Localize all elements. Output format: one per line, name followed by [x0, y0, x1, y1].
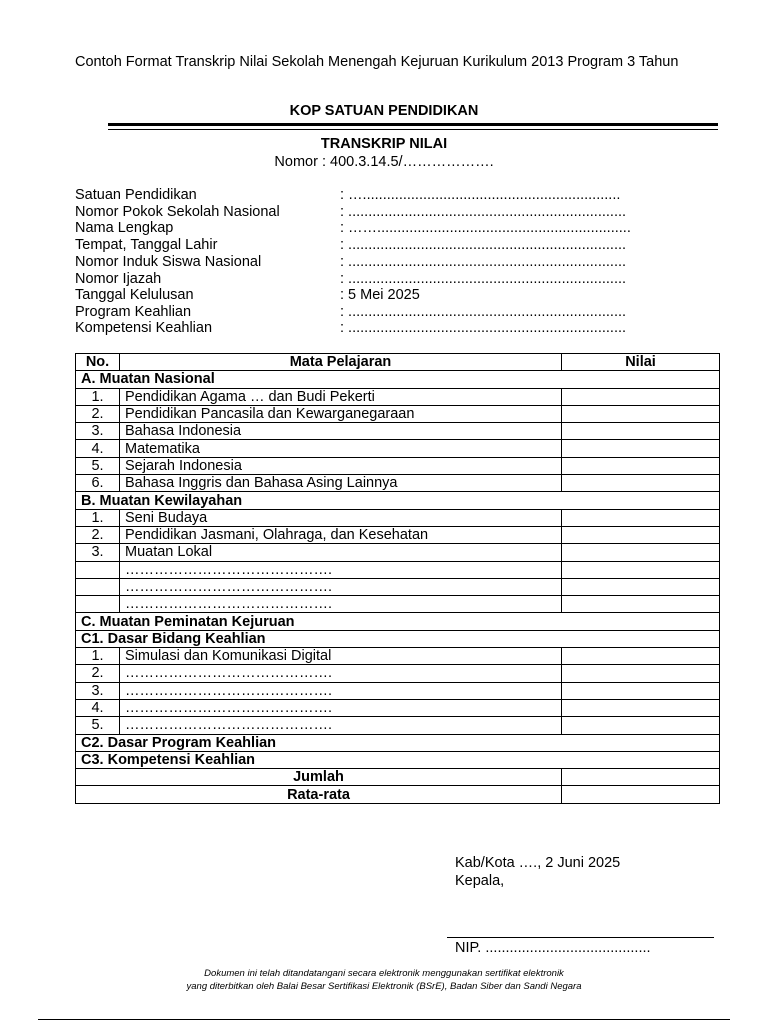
col-header-no: No.: [76, 354, 120, 371]
footnote-line-1: Dokumen ini telah ditandatangani secara elektronik menggunakan sertifikat elektronik: [204, 968, 564, 979]
subject-name: …………………………………….: [120, 682, 562, 699]
average-row: [76, 786, 720, 803]
row-number: 2.: [76, 665, 120, 682]
average-value-cell: [562, 786, 720, 803]
grade-cell: [562, 682, 720, 699]
field-label: Nomor Induk Siswa Nasional: [75, 254, 262, 270]
subject-name: …………………………………….: [120, 717, 562, 734]
footnote-line-2: yang diterbitkan oleh Balai Besar Sertifikasi Elektronik (BSrE), Badan Siber dan Sandi Negara: [186, 981, 582, 992]
subject-name: …………………………………….: [120, 665, 562, 682]
grade-cell: [562, 509, 720, 526]
table-row: [76, 526, 720, 543]
row-number: 6.: [76, 475, 120, 492]
transcript-title: TRANSKRIP NILAI: [320, 136, 448, 152]
signature-nip: NIP. .........................................: [455, 940, 651, 956]
grade-cell: [562, 405, 720, 422]
row-number: 4.: [76, 699, 120, 716]
field-value: : …................................................................: [340, 187, 621, 203]
section-row: [76, 371, 720, 388]
field-value: : .....................................................................: [340, 237, 627, 253]
field-value: : .....................................................................: [340, 271, 627, 287]
field-label: Tanggal Kelulusan: [75, 287, 194, 303]
section-row: [76, 734, 720, 751]
grade-cell: [562, 526, 720, 543]
row-number: 5.: [76, 717, 120, 734]
subject-name: Bahasa Indonesia: [120, 423, 562, 440]
table-row: [76, 682, 720, 699]
subject-name: …………………………………….: [120, 578, 562, 595]
grade-cell: [562, 457, 720, 474]
field-satuan-pendidikan: [75, 187, 620, 204]
subject-name: …………………………………….: [120, 561, 562, 578]
kop-satuan-pendidikan: KOP SATUAN PENDIDIKAN: [289, 103, 479, 119]
section-row: [76, 613, 720, 630]
grade-cell: [562, 578, 720, 595]
grade-cell: [562, 596, 720, 613]
field-label: Nama Lengkap: [75, 220, 174, 236]
table-row: [76, 717, 720, 734]
row-number: 1.: [76, 509, 120, 526]
row-number: 3.: [76, 682, 120, 699]
average-label: Rata-rata: [76, 786, 562, 803]
field-nama-lengkap: [75, 220, 631, 237]
row-number: 4.: [76, 440, 120, 457]
field-tempat-tanggal-lahir: [75, 237, 626, 254]
table-row: [76, 457, 720, 474]
header-rule-thin: [108, 129, 718, 130]
section-row: [76, 630, 720, 647]
subject-name: Pendidikan Pancasila dan Kewarganegaraan: [120, 405, 562, 422]
section-dasar-bidang-keahlian: C1. Dasar Bidang Keahlian: [76, 630, 720, 647]
subject-name: Muatan Lokal: [120, 544, 562, 561]
table-row: [76, 578, 720, 595]
field-label: Kompetensi Keahlian: [75, 320, 213, 336]
field-nomor-ijazah: [75, 271, 626, 288]
col-header-subject: Mata Pelajaran: [120, 354, 562, 371]
grade-cell: [562, 440, 720, 457]
grade-cell: [562, 475, 720, 492]
subject-name: Pendidikan Jasmani, Olahraga, dan Kesehatan: [120, 526, 562, 543]
signature-line: [447, 937, 714, 938]
signature-role: Kepala,: [455, 873, 505, 889]
footer-rule: [38, 1019, 730, 1020]
table-row: [76, 440, 720, 457]
table-row: [76, 475, 720, 492]
field-value: : .....................................................................: [340, 320, 627, 336]
row-number: [76, 561, 120, 578]
row-number: [76, 578, 120, 595]
table-row: [76, 405, 720, 422]
field-label: Tempat, Tanggal Lahir: [75, 237, 218, 253]
grade-cell: [562, 717, 720, 734]
section-muatan-nasional: A. Muatan Nasional: [76, 371, 720, 388]
section-row: [76, 751, 720, 768]
table-row: [76, 665, 720, 682]
table-row: [76, 596, 720, 613]
grade-cell: [562, 699, 720, 716]
field-tanggal-kelulusan: [75, 287, 420, 304]
header-rule-thick: [108, 123, 718, 126]
row-number: 2.: [76, 526, 120, 543]
signature-place-date: Kab/Kota …., 2 Juni 2025: [455, 855, 621, 871]
field-label: Program Keahlian: [75, 304, 192, 320]
field-kompetensi-keahlian: [75, 320, 626, 337]
field-label: Nomor Ijazah: [75, 271, 162, 287]
section-dasar-program-keahlian: C2. Dasar Program Keahlian: [76, 734, 720, 751]
table-row: [76, 699, 720, 716]
total-value-cell: [562, 769, 720, 786]
field-program-keahlian: [75, 304, 626, 321]
section-muatan-peminatan: C. Muatan Peminatan Kejuruan: [76, 613, 720, 630]
field-label: Satuan Pendidikan: [75, 187, 197, 203]
table-row: [76, 388, 720, 405]
table-row: [76, 423, 720, 440]
transcript-number: Nomor : 400.3.14.5/……………….: [274, 154, 494, 170]
row-number: 2.: [76, 405, 120, 422]
section-kompetensi-keahlian: C3. Kompetensi Keahlian: [76, 751, 720, 768]
section-muatan-kewilayahan: B. Muatan Kewilayahan: [76, 492, 720, 509]
subject-name: Simulasi dan Komunikasi Digital: [120, 648, 562, 665]
row-number: 3.: [76, 544, 120, 561]
subject-name: …………………………………….: [120, 596, 562, 613]
field-value: : .....................................................................: [340, 304, 627, 320]
field-nisn: [75, 254, 626, 271]
field-value: : .....................................................................: [340, 204, 627, 220]
grade-cell: [562, 544, 720, 561]
field-value: : 5 Mei 2025: [340, 287, 420, 303]
table-row: [76, 561, 720, 578]
row-number: 1.: [76, 388, 120, 405]
subject-name: Matematika: [120, 440, 562, 457]
section-row: [76, 492, 720, 509]
table-row: [76, 544, 720, 561]
total-label: Jumlah: [76, 769, 562, 786]
grade-cell: [562, 665, 720, 682]
grades-table: [75, 353, 720, 804]
subject-name: Bahasa Inggris dan Bahasa Asing Lainnya: [120, 475, 562, 492]
table-header-row: [76, 354, 720, 371]
subject-name: Sejarah Indonesia: [120, 457, 562, 474]
field-label: Nomor Pokok Sekolah Nasional: [75, 204, 280, 220]
subject-name: …………………………………….: [120, 699, 562, 716]
total-row: [76, 769, 720, 786]
col-header-grade: Nilai: [562, 354, 720, 371]
grade-cell: [562, 423, 720, 440]
grade-cell: [562, 388, 720, 405]
document-heading: Contoh Format Transkrip Nilai Sekolah Menengah Kejuruan Kurikulum 2013 Program 3 Tahun: [75, 54, 679, 70]
subject-name: Seni Budaya: [120, 509, 562, 526]
field-value: : .....................................................................: [340, 254, 627, 270]
field-npsn: [75, 204, 626, 221]
subject-name: Pendidikan Agama … dan Budi Pekerti: [120, 388, 562, 405]
row-number: [76, 596, 120, 613]
row-number: 3.: [76, 423, 120, 440]
field-value: : ……...............................................................: [340, 220, 631, 236]
row-number: 5.: [76, 457, 120, 474]
table-row: [76, 648, 720, 665]
grade-cell: [562, 648, 720, 665]
grade-cell: [562, 561, 720, 578]
row-number: 1.: [76, 648, 120, 665]
table-row: [76, 509, 720, 526]
